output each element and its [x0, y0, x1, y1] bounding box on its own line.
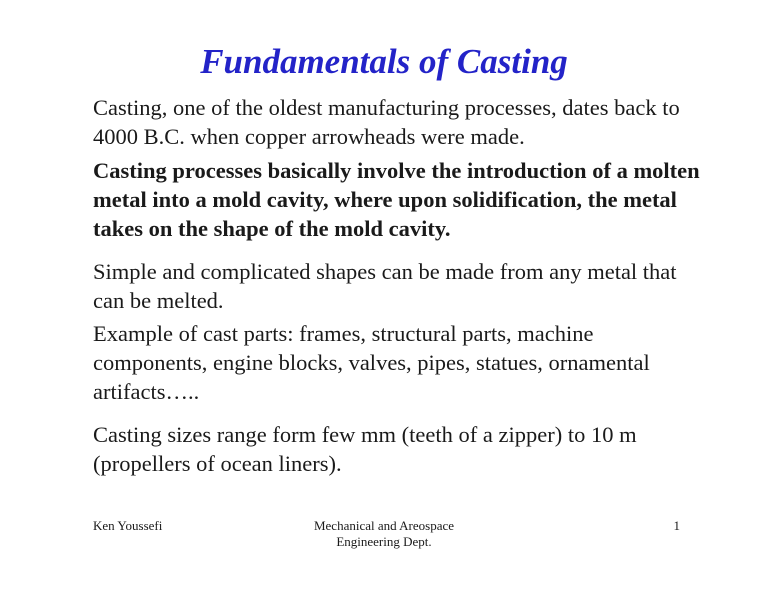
footer-department-line1: Mechanical and Areospace — [313, 518, 455, 533]
paragraph-sizes: Casting sizes range form few mm (teeth of a zipper) to 10 m (propellers of ocean liners). — [93, 422, 637, 476]
footer-author: Ken Youssefi — [93, 518, 163, 533]
slide-title: Fundamentals of Casting — [200, 42, 568, 81]
footer-department-line2: Engineering Dept. — [336, 534, 432, 549]
paragraph-examples: Example of cast parts: frames, structural parts, machine components, engine blocks, valves, pipes, statues, ornamental artifacts….. — [93, 321, 650, 404]
paragraph-definition: Casting processes basically involve the introduction of a molten metal into a mold cavity, where upon solidification, the metal takes on the shape of the mold cavity. — [93, 158, 700, 241]
paragraph-history: Casting, one of the oldest manufacturing processes, dates back to 4000 B.C. when copper arrowheads were made. — [93, 95, 680, 149]
footer-department — [284, 518, 484, 550]
paragraph-shapes: Simple and complicated shapes can be made from any metal that can be melted. — [93, 259, 677, 313]
footer-page-number: 1 — [673, 518, 680, 533]
